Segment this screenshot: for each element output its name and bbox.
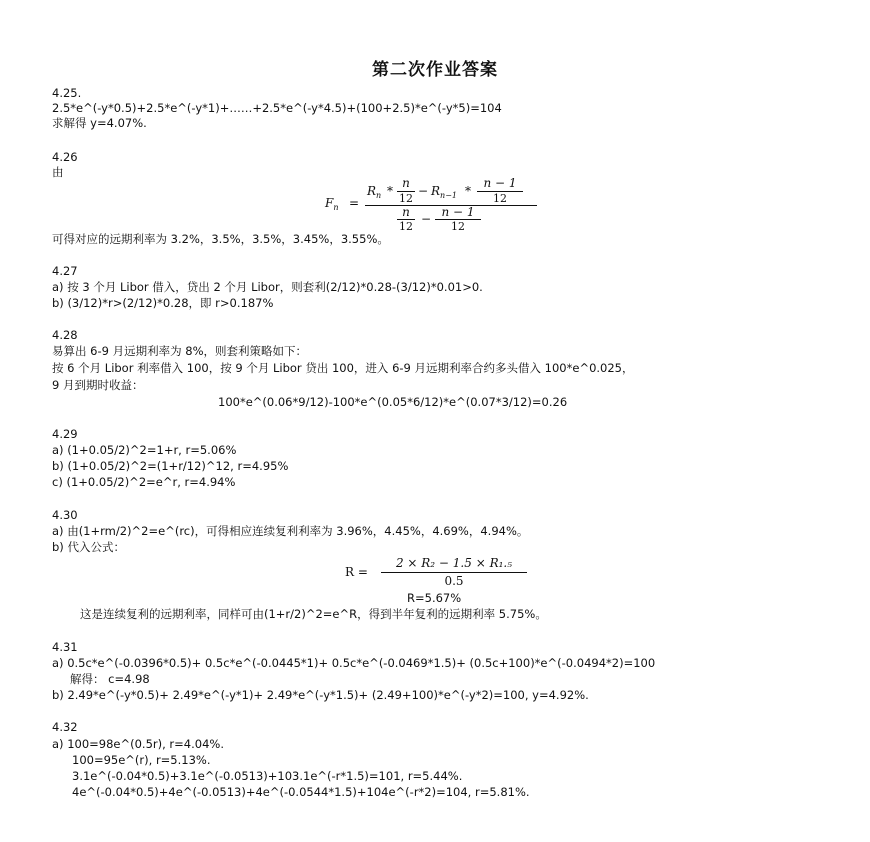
section-4-25-number: 4.25. (52, 86, 82, 100)
section-4-26-number: 4.26 (52, 150, 78, 164)
section-4-31-a: a) 0.5c*e^(-0.0396*0.5)+ 0.5c*e^(-0.0445*1)+ 0.5c*e^(-0.0469*1.5)+ (0.5c+100)*e^(-0.0494*2)=100 (52, 656, 656, 670)
section-4-28-number: 4.28 (52, 328, 78, 342)
section-4-32-a: a) 100=98e^(0.5r), r=4.04%. (52, 737, 224, 751)
formula-den-minus: − (421, 212, 432, 226)
formula-den-frac1-top: n (402, 205, 410, 219)
section-4-28-line-2: 按 6 个月 Libor 利率借入 100，按 9 个月 Libor 贷出 100，进入 6-9 月远期利率合约多头借入 100*e^0.025， (52, 361, 634, 375)
formula-den-frac2-top: n − 1 (441, 205, 475, 219)
formula-num-r-n-1 (431, 184, 457, 200)
formula-430-numerator: 2 × R₂ − 1.5 × R₁.₅ (395, 556, 513, 570)
formula-num-r-n-symbol: R (367, 184, 377, 198)
section-4-25-result: 求解得 y=4.07%. (52, 116, 147, 130)
formula-num-minus: − (418, 184, 429, 198)
formula-num-times-1: * (387, 184, 393, 198)
forward-rate-formula-430 (345, 556, 545, 592)
section-4-29-a: a) (1+0.05/2)^2=1+r, r=5.06% (52, 443, 237, 457)
section-4-32-number: 4.32 (52, 720, 78, 734)
formula-num-times-2: * (465, 184, 471, 198)
section-4-31-a-solution: 解得： c=4.98 (70, 672, 150, 686)
forward-rate-formula (325, 176, 545, 233)
formula-num-frac2-top: n − 1 (483, 176, 517, 190)
formula-lhs (325, 196, 338, 212)
formula-equals: = (349, 196, 360, 210)
section-4-30-b: b) 代入公式： (52, 540, 125, 554)
formula-num-frac2-bottom: 12 (493, 192, 507, 205)
section-4-28-line-4: 100*e^(0.06*9/12)-100*e^(0.05*6/12)*e^(0.07*3/12)=0.26 (218, 395, 568, 409)
formula-num-r-n (367, 184, 381, 200)
section-4-28-line-1: 易算出 6-9 月远期利率为 8%，则套利策略如下： (52, 344, 307, 358)
section-4-26-result: 可得对应的远期利率为 3.2%，3.5%，3.5%，3.45%，3.55%。 (52, 232, 389, 246)
section-4-30-number: 4.30 (52, 508, 78, 522)
section-4-27-b: b) (3/12)*r>(2/12)*0.28，即 r>0.187% (52, 296, 274, 310)
formula-430-bar (381, 572, 527, 573)
section-4-27-a: a) 按 3 个月 Libor 借入，贷出 2 个月 Libor，则套利(2/12)*0.28-(3/12)*0.01>0. (52, 280, 483, 294)
section-4-32-line-4: 4e^(-0.04*0.5)+4e^(-0.0513)+4e^(-0.0544*1.5)+104e^(-r*2)=104, r=5.81%. (72, 785, 530, 799)
section-4-29-b: b) (1+0.05/2)^2=(1+r/12)^12, r=4.95% (52, 459, 289, 473)
formula-den-frac1-bottom: 12 (399, 220, 413, 233)
formula-num-r-n-1-subscript: n−1 (440, 191, 457, 200)
formula-den-frac2-bottom: 12 (451, 220, 465, 233)
section-4-29-c: c) (1+0.05/2)^2=e^r, r=4.94% (52, 475, 236, 489)
section-4-32-line-3: 3.1e^(-0.04*0.5)+3.1e^(-0.0513)+103.1e^(-r*1.5)=101, r=5.44%. (72, 769, 463, 783)
section-4-29-number: 4.29 (52, 427, 78, 441)
section-4-26-intro: 由 (52, 165, 64, 179)
formula-430-denominator: 0.5 (444, 574, 464, 588)
section-4-31-number: 4.31 (52, 640, 78, 654)
formula-lhs-symbol: F (325, 196, 334, 210)
page-title: 第二次作业答案 (372, 60, 498, 80)
formula-num-r-n-1-symbol: R (431, 184, 441, 198)
formula-lhs-subscript: n (333, 203, 339, 212)
section-4-31-b: b) 2.49*e^(-y*0.5)+ 2.49*e^(-y*1)+ 2.49*e^(-y*1.5)+ (2.49+100)*e^(-y*2)=100, y=4.92%. (52, 688, 589, 702)
section-4-30-note: 这是连续复利的远期利率，同样可由(1+r/2)^2=e^R，得到半年复利的远期利率 5.75%。 (80, 607, 547, 621)
formula-430-lhs: R = (345, 565, 368, 579)
section-4-30-a: a) 由(1+rm/2)^2=e^(rc)，可得相应连续复利利率为 3.96%，4.45%，4.69%，4.94%。 (52, 524, 529, 538)
formula-num-frac1-bottom: 12 (399, 192, 413, 205)
section-4-28-line-3: 9 月到期时收益： (52, 378, 144, 392)
section-4-32-line-2: 100=95e^(r), r=5.13%. (72, 753, 211, 767)
formula-num-r-n-subscript: n (376, 191, 382, 200)
formula-num-frac1-top: n (402, 176, 410, 190)
section-4-25-equation: 2.5*e^(-y*0.5)+2.5*e^(-y*1)+……+2.5*e^(-y*4.5)+(100+2.5)*e^(-y*5)=104 (52, 101, 502, 115)
section-4-30-r-value: R=5.67% (407, 591, 462, 605)
section-4-27-number: 4.27 (52, 264, 78, 278)
